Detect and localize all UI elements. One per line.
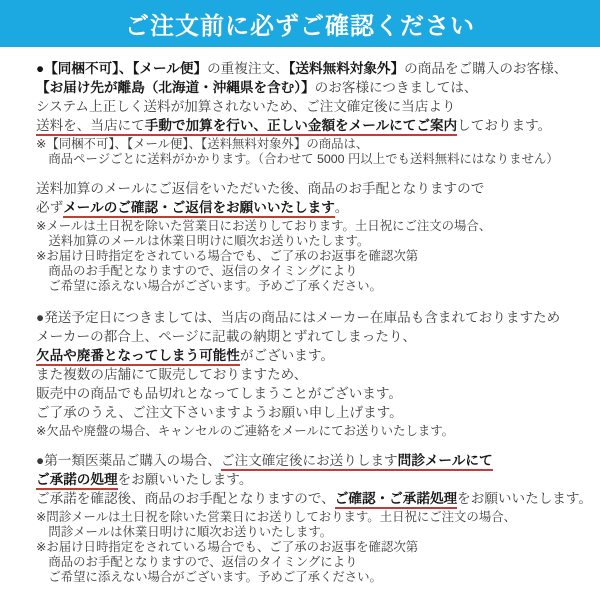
text-line — [36, 152, 598, 167]
text-run: ※問診メールは土日祝を除いた営業日にお送りしております。土日祝にご注文の場合、 — [36, 510, 516, 524]
paragraph-block — [36, 308, 598, 422]
text-line — [36, 78, 598, 97]
emphasized-text-run: ご承諾の処理 — [36, 472, 118, 490]
emphasized-text-run: 問診メールにて — [398, 453, 493, 471]
text-line — [36, 116, 598, 135]
text-line — [36, 234, 598, 249]
emphasized-text-run: ご注文確定後にお送りします — [221, 453, 398, 471]
text-run: 問診メールは休業日明けに順次お送りいたします。 — [36, 525, 333, 539]
text-line — [36, 137, 598, 152]
text-run: ご希望に添えない場合がございます。予めご了承ください。 — [36, 570, 382, 584]
emphasized-text-run: 欠品や廃番となってしまう可能性 — [36, 348, 240, 366]
note-block — [36, 137, 598, 167]
emphasized-text-run: 手動で加算を行い、正しい金額をメールにてご案内 — [145, 118, 457, 136]
text-line — [36, 384, 598, 403]
text-run: ご承諾を確認後、商品のお手配となりますので、 — [36, 491, 335, 506]
text-run: 商品のお手配となりますので、返信のタイミングにより — [36, 264, 358, 278]
text-run: ※お届け日時指定をされている場合でも、ご了承のお返事を確認次第 — [36, 249, 419, 263]
text-line — [36, 249, 598, 264]
text-run: ※【同梱不可】、【メール便】、【送料無料対象外】の商品は、 — [36, 137, 369, 151]
text-run: ※メールは土日祝を除いた営業日にお送りしております。土日祝にご注文の場合、 — [36, 219, 492, 233]
text-line — [36, 279, 598, 294]
note-block — [36, 219, 598, 294]
text-run: メーカーの都合上、ページに記載の納期とずれてしまったり、 — [36, 329, 417, 344]
text-run: 商品のお手配となりますので、返信のタイミングにより — [36, 555, 358, 569]
text-run: ご希望に添えない場合がございます。予めご了承ください。 — [36, 279, 382, 293]
text-run: しております。 — [457, 118, 552, 133]
text-run: の重複注文、 — [207, 61, 289, 76]
text-line — [36, 451, 598, 470]
emphasized-text-run: 送料を、当店にて — [36, 118, 145, 136]
text-line — [36, 264, 598, 279]
emphasized-text-run: メールのご確認・ご返信をお願いいたします — [63, 200, 335, 218]
text-run: がございます。 — [239, 348, 334, 363]
text-line — [36, 570, 598, 585]
text-run: 必ず — [36, 200, 64, 215]
paragraph-block — [36, 59, 598, 135]
text-run: 販売中の商品でも品切れとなってしまうことがございます。 — [36, 386, 402, 401]
text-run: のお客様につきましては、 — [314, 80, 478, 95]
text-run: ●第一類医薬品ご購入の場合、 — [36, 453, 221, 468]
text-run: をお願いいたします。 — [457, 491, 592, 506]
text-line — [36, 308, 598, 327]
text-line — [36, 97, 598, 116]
text-run: ●発送予定日につきましては、当店の商品にはメーカー在庫品も含まれておりますため — [36, 310, 561, 325]
text-line — [36, 510, 598, 525]
text-run: ご了承のうえ、ご注文下さいますようお願い申し上げます。 — [36, 405, 403, 420]
content — [0, 47, 600, 585]
text-run: 【お届け先が離島（北海道・沖縄県を含む）】 — [36, 80, 315, 95]
text-line — [36, 470, 598, 489]
text-line — [36, 555, 598, 570]
text-run: をお願いいたします。 — [117, 472, 253, 487]
emphasized-text-run: ご確認・ご承諾処理 — [335, 491, 457, 509]
text-run: ※欠品や廃盤の場合、キャンセルのご連絡をメールにてお送りいたします。 — [36, 424, 455, 438]
text-line — [36, 198, 598, 217]
text-run: ※お届け日時指定をされている場合でも、ご了承のお返事を確認次第 — [36, 540, 419, 554]
text-line — [36, 403, 598, 422]
text-line — [36, 525, 598, 540]
text-line — [36, 365, 598, 384]
text-run: システム上正しく送料が加算されないため、ご注文確定後に当店より — [36, 99, 456, 114]
text-run: 送料加算のメールは休業日明けに順次お送りいたします。 — [36, 234, 370, 248]
text-run: 商品ページごとに送料がかかります。（合わせて 5000 円以上でも送料無料にはなりません） — [36, 152, 559, 166]
paragraph-block — [36, 451, 598, 508]
notice-header-banner — [0, 0, 600, 47]
text-line — [36, 219, 598, 234]
text-run: 。 — [334, 200, 349, 215]
text-line — [36, 346, 598, 365]
paragraph-block — [36, 179, 598, 217]
text-run: ●【同梱不可】、【メール便】 — [36, 61, 208, 76]
note-block — [36, 510, 598, 585]
page-title: ご注文前に必ずご確認ください — [125, 13, 475, 40]
text-line — [36, 424, 598, 439]
text-run: の商品をご購入のお客様、 — [404, 61, 568, 76]
text-line — [36, 59, 598, 78]
text-run: 送料加算のメールにご返信をいただいた後、商品のお手配となりますので — [36, 181, 485, 196]
text-line — [36, 179, 598, 198]
note-block — [36, 424, 598, 439]
text-line — [36, 489, 598, 508]
text-line — [36, 540, 598, 555]
text-line — [36, 327, 598, 346]
text-run: また複数の店舗にて販売しておりますため、 — [36, 367, 308, 382]
text-run: 【送料無料対象外】 — [288, 61, 405, 76]
